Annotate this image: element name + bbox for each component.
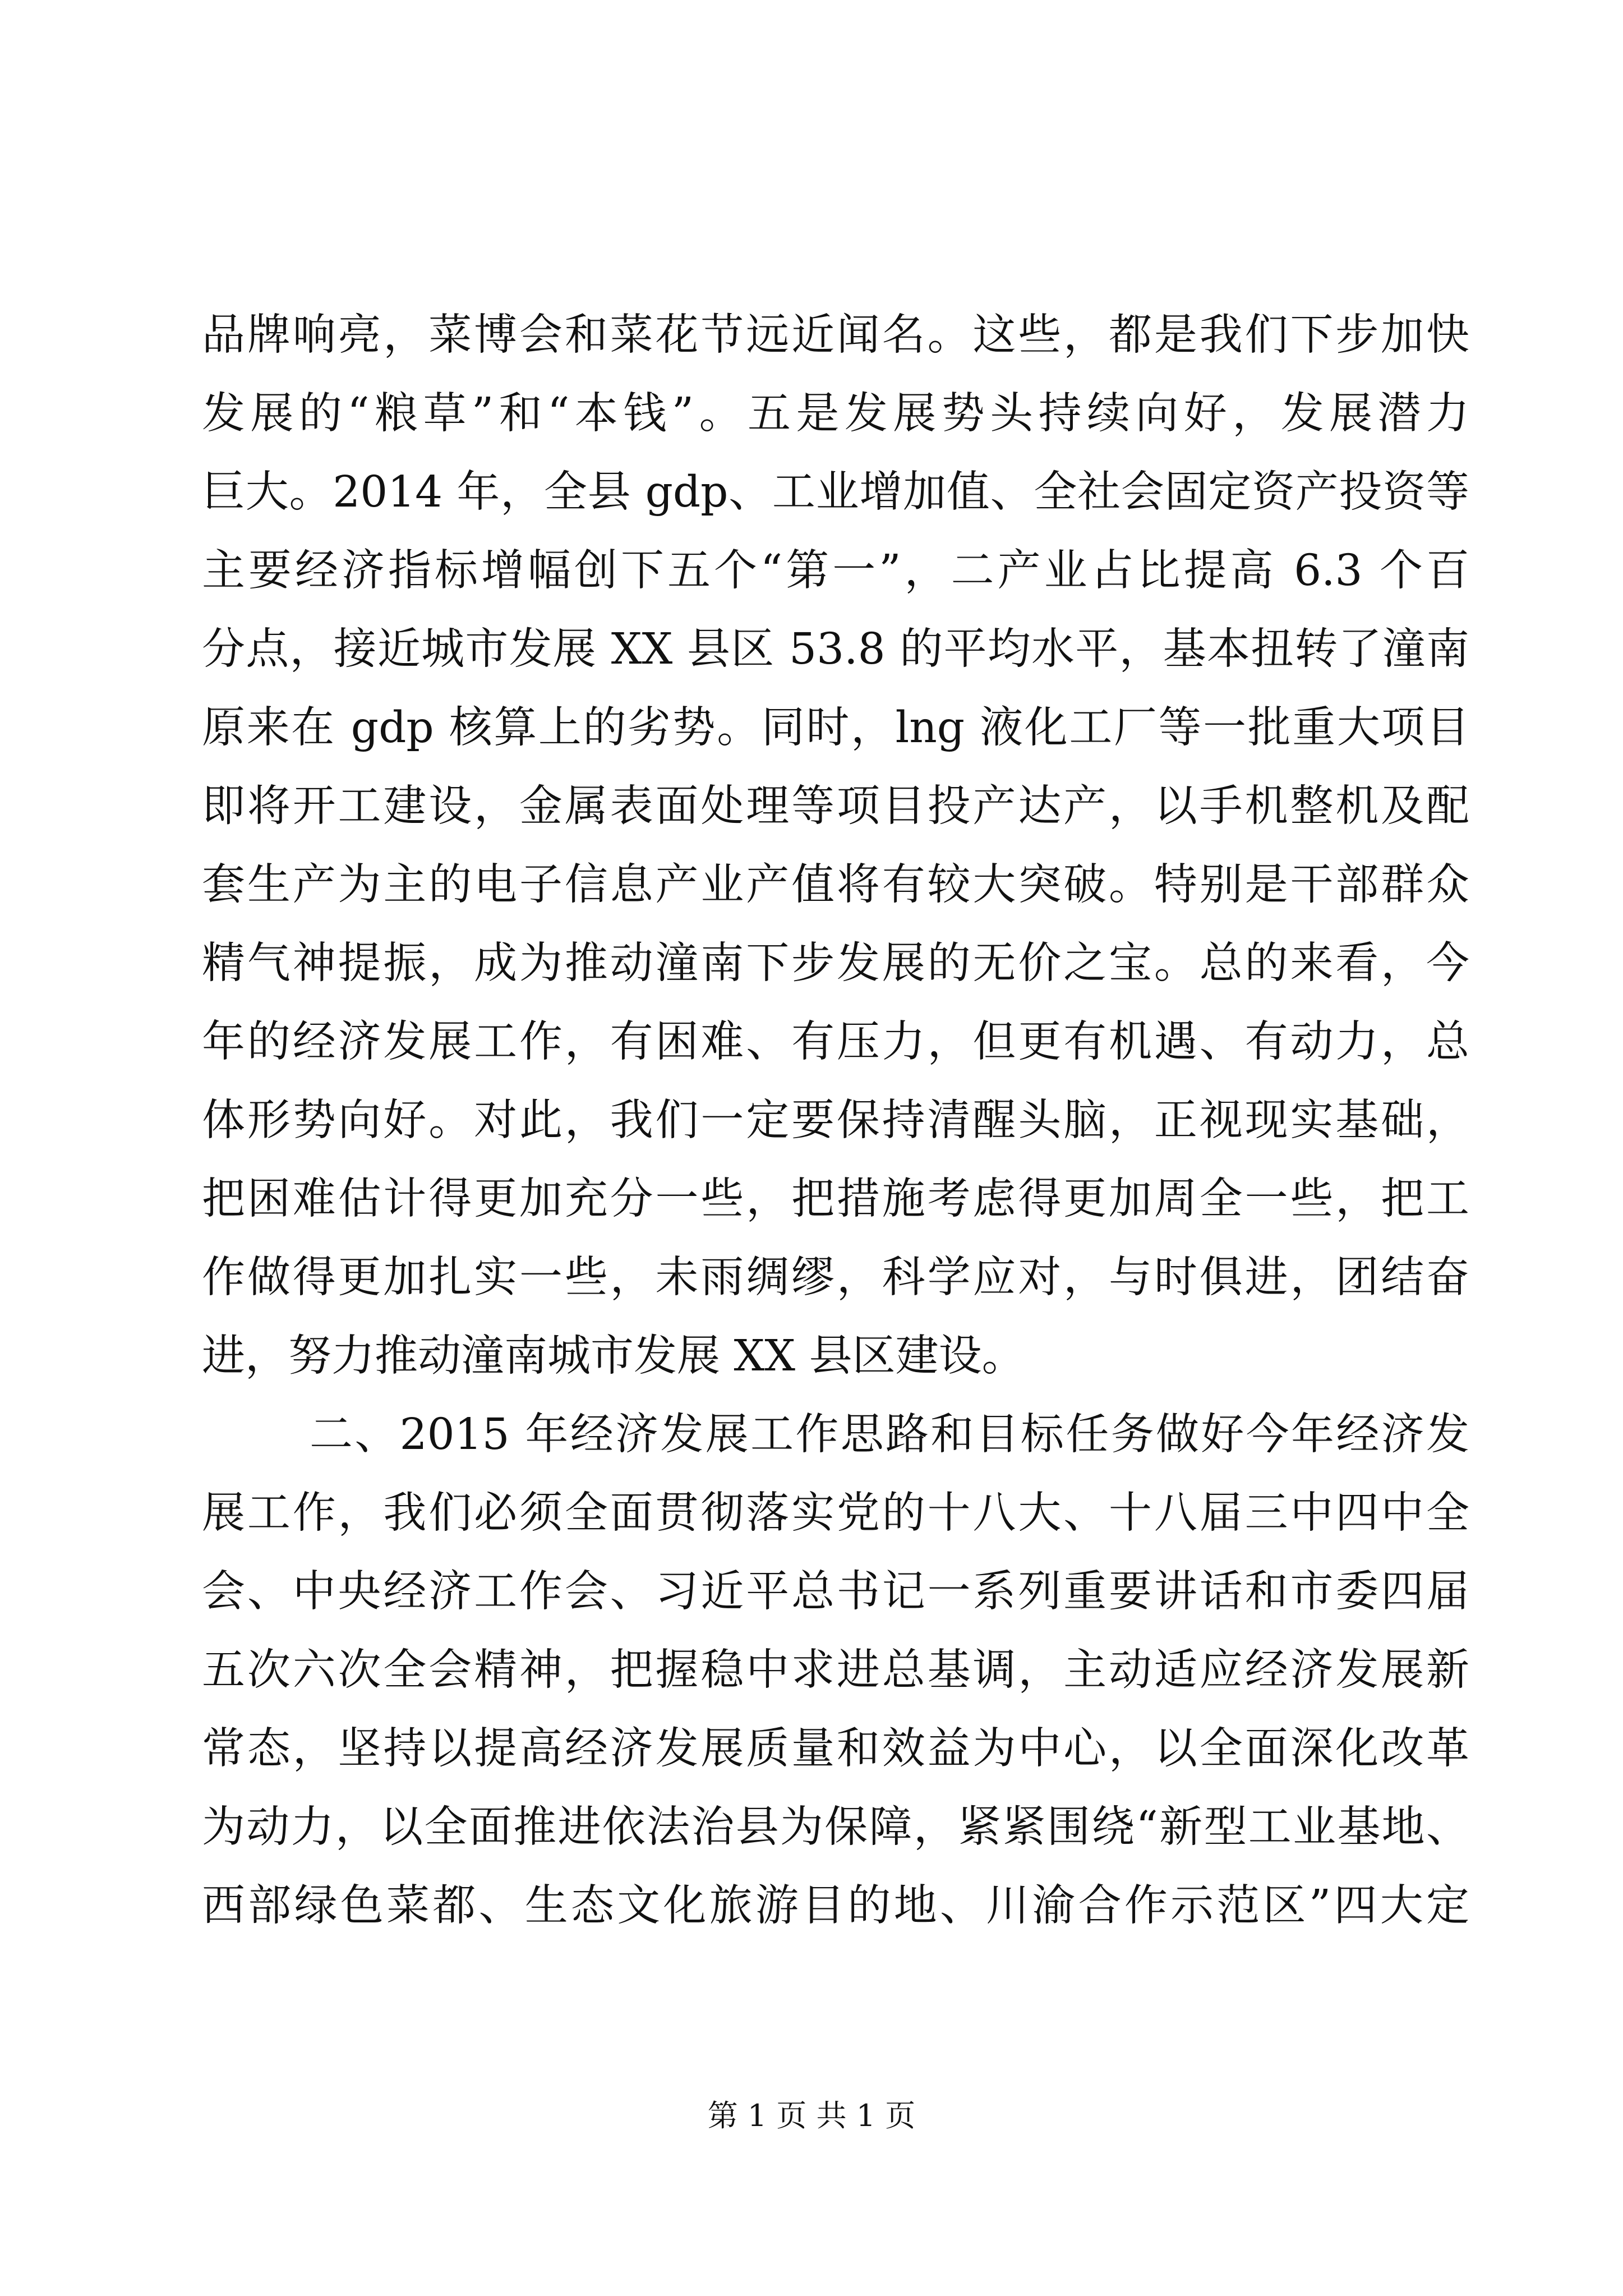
text-line: 主要经济指标增幅创下五个“第一”，二产业占比提高 6.3 个百 <box>202 546 1469 596</box>
text-line: 巨大。2014 年，全县 gdp、工业增加值、全社会固定资产投资等 <box>202 467 1469 517</box>
text-line: 原来在 gdp 核算上的劣势。同时，lng 液化工厂等一批重大项目 <box>202 703 1469 753</box>
page-footer: 第 1 页 共 1 页 <box>707 2098 916 2133</box>
text-line: 常态，坚持以提高经济发展质量和效益为中心，以全面深化改革 <box>202 1724 1469 1774</box>
text-line: 展工作，我们必须全面贯彻落实党的十八大、十八届三中四中全 <box>202 1488 1469 1538</box>
text-line: 二、2015 年经济发展工作思路和目标任务做好今年经济发 <box>310 1410 1469 1460</box>
text-line: 体形势向好。对此，我们一定要保持清醒头脑，正视现实基础， <box>202 1096 1469 1145</box>
text-line: 分点，接近城市发展 XX 县区 53.8 的平均水平，基本扭转了潼南 <box>202 624 1469 674</box>
text-line: 套生产为主的电子信息产业产值将有较大突破。特别是干部群众 <box>202 860 1469 910</box>
text-line: 发展的“粮草”和“本钱”。五是发展势头持续向好，发展潜力 <box>202 389 1469 439</box>
text-line: 精气神提振，成为推动潼南下步发展的无价之宝。总的来看，今 <box>202 938 1469 988</box>
text-line: 西部绿色菜都、生态文化旅游目的地、川渝合作示范区”四大定 <box>202 1881 1469 1931</box>
text-line: 会、中央经济工作会、习近平总书记一系列重要讲话和市委四届 <box>202 1567 1469 1617</box>
text-line: 把困难估计得更加充分一些，把措施考虑得更加周全一些，把工 <box>202 1174 1469 1224</box>
text-line: 为动力，以全面推进依法治县为保障，紧紧围绕“新型工业基地、 <box>202 1802 1469 1852</box>
text-line: 品牌响亮，菜博会和菜花节远近闻名。这些，都是我们下步加快 <box>202 310 1469 360</box>
text-line: 年的经济发展工作，有困难、有压力，但更有机遇、有动力，总 <box>202 1017 1469 1067</box>
text-line: 作做得更加扎实一些，未雨绸缪，科学应对，与时俱进，团结奋 <box>202 1253 1469 1303</box>
text-line: 五次六次全会精神，把握稳中求进总基调，主动适应经济发展新 <box>202 1645 1469 1695</box>
text-line: 进，努力推动潼南城市发展 XX 县区建设。 <box>202 1331 1025 1381</box>
text-line: 即将开工建设，金属表面处理等项目投产达产，以手机整机及配 <box>202 781 1469 831</box>
